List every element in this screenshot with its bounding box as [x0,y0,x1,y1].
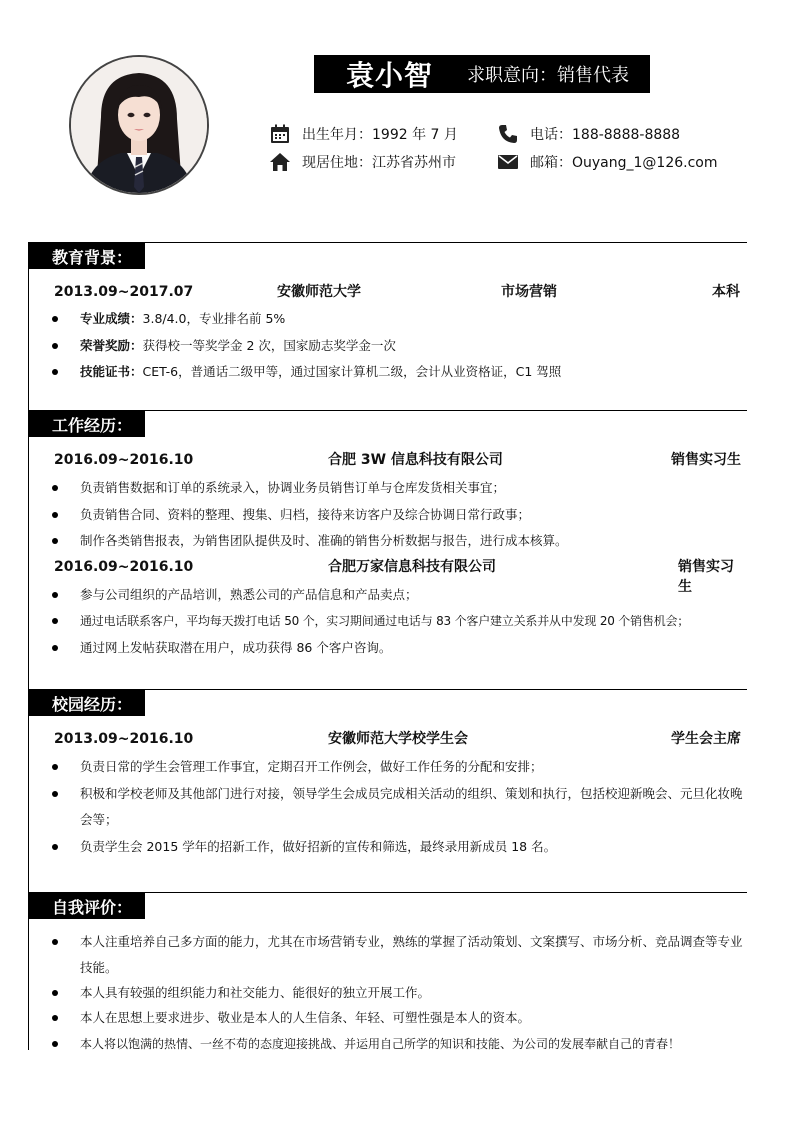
address-text: 现居住地：江苏省苏州市 [302,155,456,171]
bullet-icon [52,939,58,945]
item-text: 积极和学校老师及其他部门进行对接，领导学生会成员完成相关活动的组织、策划和执行，包括校迎新晚会、元旦化妆晚会等； [80,786,743,827]
job-company: 合肥万家信息科技有限公司 [328,559,496,575]
bullet-icon [52,512,58,518]
candidate-name: 袁小智 [346,59,434,92]
birth-info [268,122,458,146]
item-text: 本人在思想上要求进步、敬业是本人的人生信条、年轻、可塑性强是本人的资本。 [80,1010,531,1025]
item-text: 制作各类销售报表，为销售团队提供及时、准确的销售分析数据与报告，进行成本核算。 [80,533,568,548]
phone-info [496,122,680,146]
job-date: 2016.09~2016.10 [54,559,194,575]
item-text: 本人注重培养自己多方面的能力，尤其在市场营销专业，熟练的掌握了活动策划、文案撰写、市场分析、竞品调查等专业技能。 [80,934,743,975]
item-text: 负责销售合同、资料的整理、搜集、归档，接待来访客户及综合协调日常行政事； [80,507,531,522]
campus-date: 2013.09~2016.10 [54,731,194,747]
mail-icon [496,150,520,174]
job-company: 合肥 3W 信息科技有限公司 [328,452,503,468]
name-title-bar [314,55,650,93]
item-text: 3.8/4.0，专业排名前 5% [142,311,286,326]
campus-role: 学生会主席 [671,731,741,747]
bullet-icon [52,645,58,651]
bullet-icon [52,1015,58,1021]
job-intent: 求职意向：销售代表 [467,65,630,86]
item-text: 负责销售数据和订单的系统录入，协调业务员销售订单与仓库发货相关事宜； [80,480,506,495]
section-tag: 教育背景： [28,243,145,269]
item-text: 负责日常的学生会管理工作事宜，定期召开工作例会，做好工作任务的分配和安排； [80,759,543,774]
item-label: 专业成绩： [80,311,143,326]
bullet-icon [52,592,58,598]
address-info [268,150,456,174]
list-item [52,929,752,981]
bullet-icon [52,538,58,544]
phone-icon [496,122,520,146]
job-header-row [28,450,747,470]
campus-org: 安徽师范大学校学生会 [328,731,468,747]
list-item [52,781,752,833]
item-label: 技能证书： [80,364,143,379]
bullet-icon [52,990,58,996]
calendar-icon [268,122,292,146]
section-tag: 校园经历： [28,690,145,716]
item-text: 负责学生会 2015 学年的招新工作，做好招新的宣传和筛选，最终录用新成员 18 名。 [80,839,557,854]
item-text: 获得校一等奖学金 2 次，国家励志奖学金一次 [142,338,396,353]
job-role: 销售实习生 [678,559,734,595]
job-role: 销售实习生 [671,452,741,468]
bullet-icon [52,791,58,797]
item-label: 荣誉奖励： [80,338,143,353]
home-icon [268,150,292,174]
item-text: 本人将以饱满的热情、一丝不苟的态度迎接挑战、并运用自己所学的知识和技能、为公司的发展奉献自己的青春！ [80,1037,681,1051]
item-text: 通过网上发帖获取潜在用户，成功获得 86 个客户咨询。 [80,640,392,655]
edu-degree: 本科 [712,284,740,300]
section-tag: 自我评价： [28,893,145,919]
education-header-row [28,282,747,302]
edu-major: 市场营销 [501,284,557,300]
item-text: CET-6，普通话二级甲等，通过国家计算机二级，会计从业资格证，C1 驾照 [142,364,562,379]
item-text: 本人具有较强的组织能力和社交能力、能很好的独立开展工作。 [80,985,431,1000]
email-info [496,150,718,174]
email-text: 邮箱：Ouyang_1@126.com [530,155,718,171]
bullet-icon [52,485,58,491]
edu-school: 安徽师范大学 [277,284,361,300]
item-text: 通过电话联系客户，平均每天拨打电话 50 个，实习期间通过电话与 83 个客户建立关系并从中发现 20 个销售机会； [80,614,690,628]
item-text: 参与公司组织的产品培训，熟悉公司的产品信息和产品卖点； [80,587,418,602]
phone-text: 电话：188-8888-8888 [530,127,681,143]
portrait-illustration [71,57,207,193]
section-tag: 工作经历： [28,411,145,437]
left-vertical-rule [28,242,29,1050]
campus-header-row [28,729,747,749]
bullet-icon [52,369,58,375]
bullet-icon [52,1041,58,1047]
bullet-icon [52,764,58,770]
bullet-icon [52,844,58,850]
job-date: 2016.09~2016.10 [54,452,194,468]
bullet-icon [52,316,58,322]
profile-photo [69,55,209,195]
birth-text: 出生年月：1992 年 7 月 [302,127,458,143]
bullet-icon [52,618,58,624]
bullet-icon [52,343,58,349]
edu-date: 2013.09~2017.07 [54,284,194,300]
